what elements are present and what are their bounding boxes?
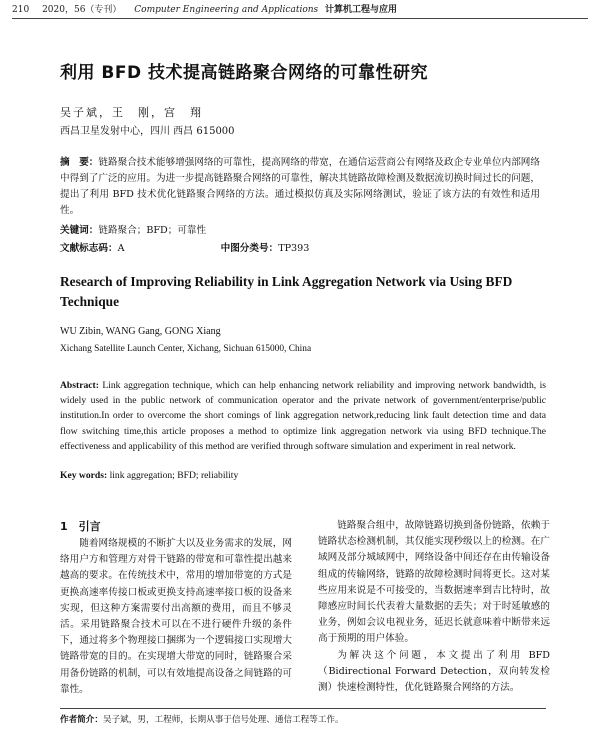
affiliation-en: Xichang Satellite Launch Center, Xichang, Sichuan 615000, China	[60, 344, 312, 354]
abstract-cn	[60, 155, 540, 219]
footnote-text: 吴子斌，男，工程师，长期从事于信号处理、通信工程等工作。	[102, 715, 344, 725]
footnote-label: 作者简介：	[60, 715, 103, 725]
issue-info: 2020，56（专刊）	[42, 5, 122, 15]
page-number: 210	[12, 5, 30, 15]
title-cn: 利用 BFD 技术提高链路聚合网络的可靠性研究	[60, 63, 429, 83]
keywords-en	[60, 470, 546, 481]
body-column-left	[60, 536, 292, 698]
footnote-rule	[60, 708, 546, 709]
authors-cn: 吴子斌，王 刚，宫 翔	[60, 106, 203, 119]
paragraph: 链路聚合组中，故障链路切换到备份链路，依赖于链路状态检测机制，其仅能实现秒级以上的检测。在广域网及部分城域网中，网络设备中间还存在由传输设备组成的传输网络，链路的故障检测时间将更长。这对某些应用来说是不可接受的，当数据速率到吉比特时，故障感应时间长代表着大量数据的丢失；对于时延敏感的业务，例如会议电视业务，延迟长就意味着中断带来远高于预期的用户体验。	[318, 520, 550, 645]
title-en: Research of Improving Reliability in Link Aggregation Network via Using BFD Technique	[60, 274, 513, 309]
doc-code-label: 文献标志码：	[60, 243, 118, 254]
abstract-en-label: Abstract:	[60, 380, 99, 391]
keywords-en-label: Key words:	[60, 470, 108, 481]
header-rule	[12, 18, 588, 19]
abstract-en	[60, 378, 546, 454]
paragraph: 随着网络规模的不断扩大以及业务需求的发展，网络用户方和管理方对骨干链路的带宽和可靠性提出越来越高的要求。在传统技术中，常用的增加带宽的方式是更换高速率传接口板或更换支持高速率接口板的设备来实现，但这种方案需要付出高额的费用，而且不够灵活。采用链路聚合技术可以在不进行硬件升级的条件下，通过将多个物理接口捆绑为一个逻辑接口实现增大链路带宽的目的。在实现增大带宽的同时，链路聚合采用备份链路的机制，可以有效地提高设备之间链路的可靠性。	[60, 538, 292, 695]
authors-en: WU Zibin, WANG Gang, GONG Xiang	[60, 326, 221, 337]
keywords-cn-label: 关键词：	[60, 225, 99, 236]
journal-name-cn: 计算机工程与应用	[325, 5, 398, 15]
abstract-cn-text: 链路聚合技术能够增强网络的可靠性，提高网络的带宽，在通信运营商公有网络及政企专业单位内部网络中得到了广泛的应用。为进一步提高链路聚合网络的可靠性，解决其链路故障检测及数据流切换时间过长的问题，提出了利用 BFD 技术优化链路聚合网络的方法。通过模拟仿真及实际网络测试，验证了该方法的有效性和适用性。	[60, 157, 541, 216]
class-no-value: TP393	[278, 243, 310, 254]
section-heading: 1 引言	[60, 520, 101, 533]
keywords-en-text: link aggregation; BFD; reliability	[109, 470, 239, 481]
author-footnote	[60, 713, 546, 725]
classification-line	[60, 240, 540, 254]
abstract-cn-label: 摘 要：	[60, 157, 99, 168]
keywords-cn-text: 链路聚合；BFD；可靠性	[98, 225, 207, 236]
journal-name-en: Computer Engineering and Applications	[134, 5, 319, 15]
running-header	[12, 2, 588, 16]
doc-code-value: A	[117, 243, 125, 254]
affiliation-cn: 西昌卫星发射中心，四川 西昌 615000	[60, 126, 235, 137]
abstract-en-text: Link aggregation technique, which can help enhancing network reliability and improving network bandwidth, is widely used in the public network of communication operator and the private network of government/enterprise/public institution.In order to overcome the short comings of link aggregation network,reducing link fault detection time and data flow switching time,this article proposes a method to optimize link aggregation network via using BFD technique.The effectiveness and applicability of this method are verified through software simulation and experiment in real network.	[60, 380, 546, 452]
paragraph: 为解决这个问题，本文提出了利用 BFD（Bidirectional Forward Detection，双向转发检测）快速检测特性，优化链路聚合网络的方法。	[318, 649, 550, 694]
class-no-label: 中图分类号：	[220, 243, 279, 254]
body-column-right	[318, 518, 550, 696]
keywords-cn	[60, 222, 540, 236]
